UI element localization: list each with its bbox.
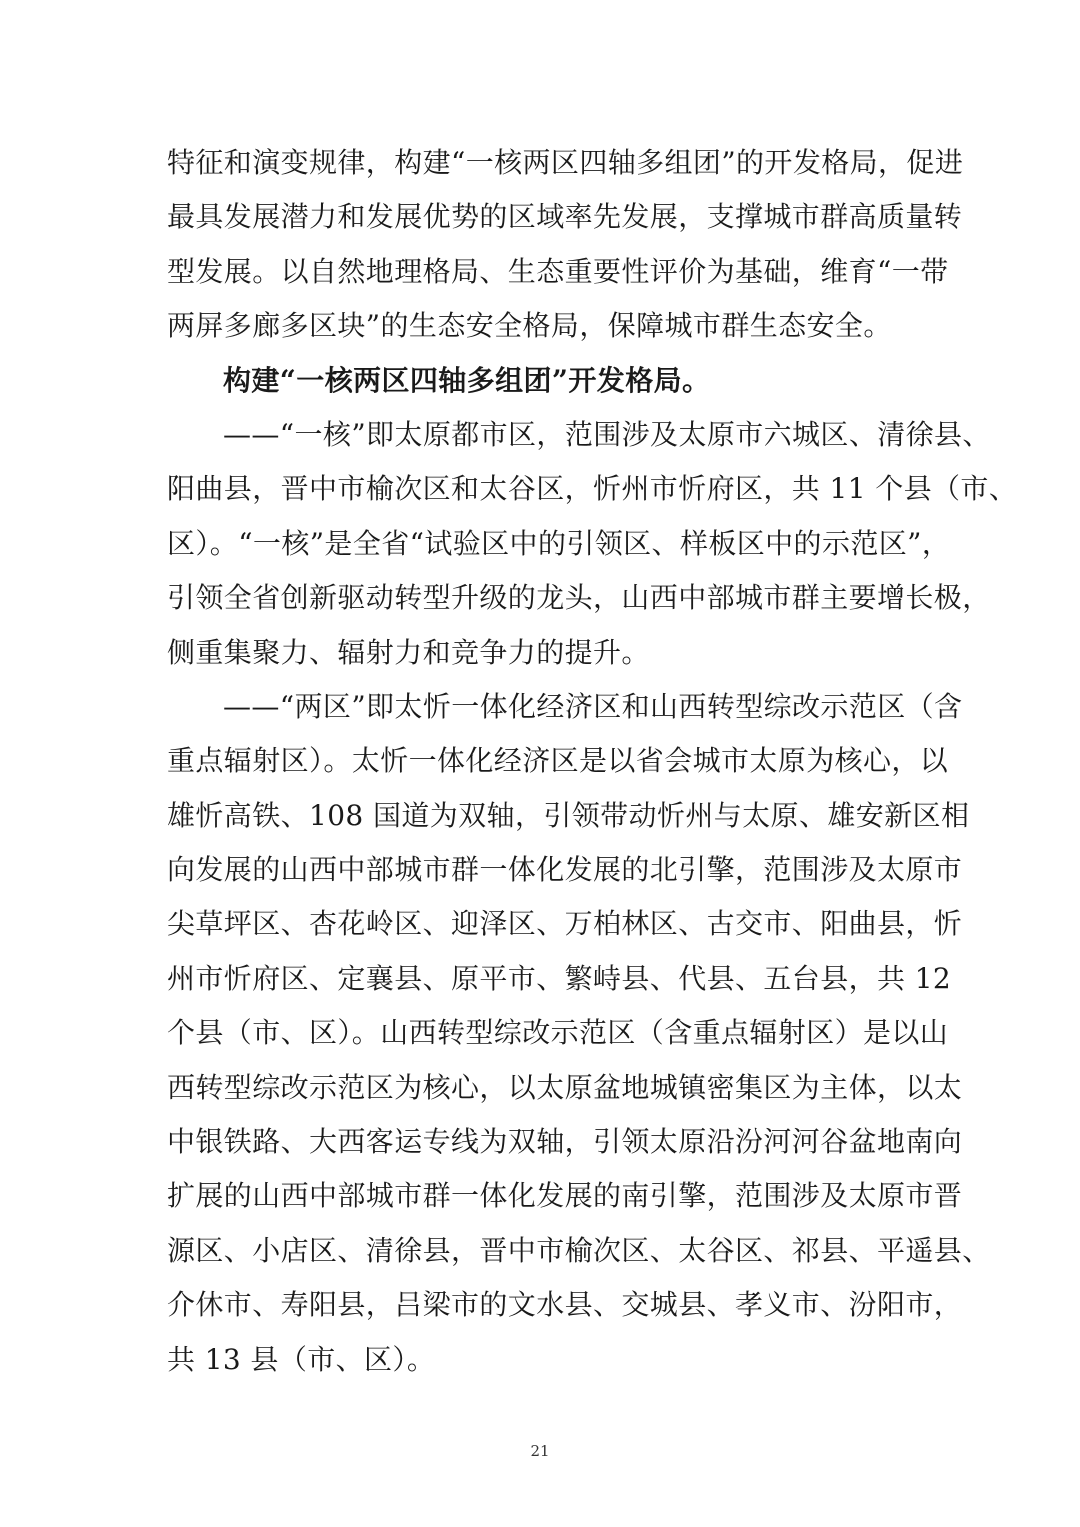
page-number: 21 (530, 1442, 550, 1460)
text-line: 西转型综改示范区为核心，以太原盆地城镇密集区为主体，以太 (167, 1070, 963, 1104)
text-line: 型发展。以自然地理格局、生态重要性评价为基础，维育“一带 (167, 254, 949, 288)
text-line: 区）。“一核”是全省“试验区中的引领区、样板区中的示范区”， (167, 526, 951, 560)
text-line: ——“两区”即太忻一体化经济区和山西转型综改示范区（含 (223, 689, 963, 723)
text-line: ——“一核”即太原都市区，范围涉及太原市六城区、清徐县、 (223, 417, 991, 451)
text-line: 源区、小店区、清徐县，晋中市榆次区、太谷区、祁县、平遥县、 (167, 1233, 991, 1267)
text-line: 引领全省创新驱动转型升级的龙头，山西中部城市群主要增长极， (167, 581, 991, 615)
text-line: 介休市、寿阳县，吕梁市的文水县、交城县、孝义市、汾阳市， (167, 1288, 963, 1322)
text-line: 共 13 县（市、区）。 (167, 1342, 436, 1376)
text-line: 尖草坪区、杏花岭区、迎泽区、万柏林区、古交市、阳曲县，忻 (167, 907, 963, 941)
text-line: 个县（市、区）。山西转型综改示范区（含重点辐射区）是以山 (167, 1016, 949, 1050)
text-line: 特征和演变规律，构建“一核两区四轴多组团”的开发格局，促进 (167, 146, 964, 179)
text-line: 向发展的山西中部城市群一体化发展的北引擎，范围涉及太原市 (167, 853, 963, 887)
body-text (167, 136, 1018, 1387)
text-line: 扩展的山西中部城市群一体化发展的南引擎，范围涉及太原市晋 (167, 1179, 963, 1213)
section-heading: 构建“一核两区四轴多组团”开发格局。 (223, 363, 711, 397)
text-line: 侧重集聚力、辐射力和竞争力的提升。 (167, 635, 650, 669)
text-line: 阳曲县，晋中市榆次区和太谷区，忻州市忻府区，共 11 个县（市、 (167, 472, 1018, 506)
text-line: 重点辐射区）。太忻一体化经济区是以省会城市太原为核心，以 (167, 744, 949, 778)
text-line: 中银铁路、大西客运专线为双轴，引领太原沿汾河河谷盆地南向 (167, 1125, 963, 1159)
text-line: 州市忻府区、定襄县、原平市、繁峙县、代县、五台县，共 12 (167, 961, 952, 995)
text-line: 最具发展潜力和发展优势的区域率先发展，支撑城市群高质量转 (167, 200, 963, 234)
text-line: 两屏多廊多区块”的生态安全格局，保障城市群生态安全。 (167, 309, 892, 343)
text-line: 雄忻高铁、108 国道为双轴，引领带动忻州与太原、雄安新区相 (167, 798, 970, 832)
